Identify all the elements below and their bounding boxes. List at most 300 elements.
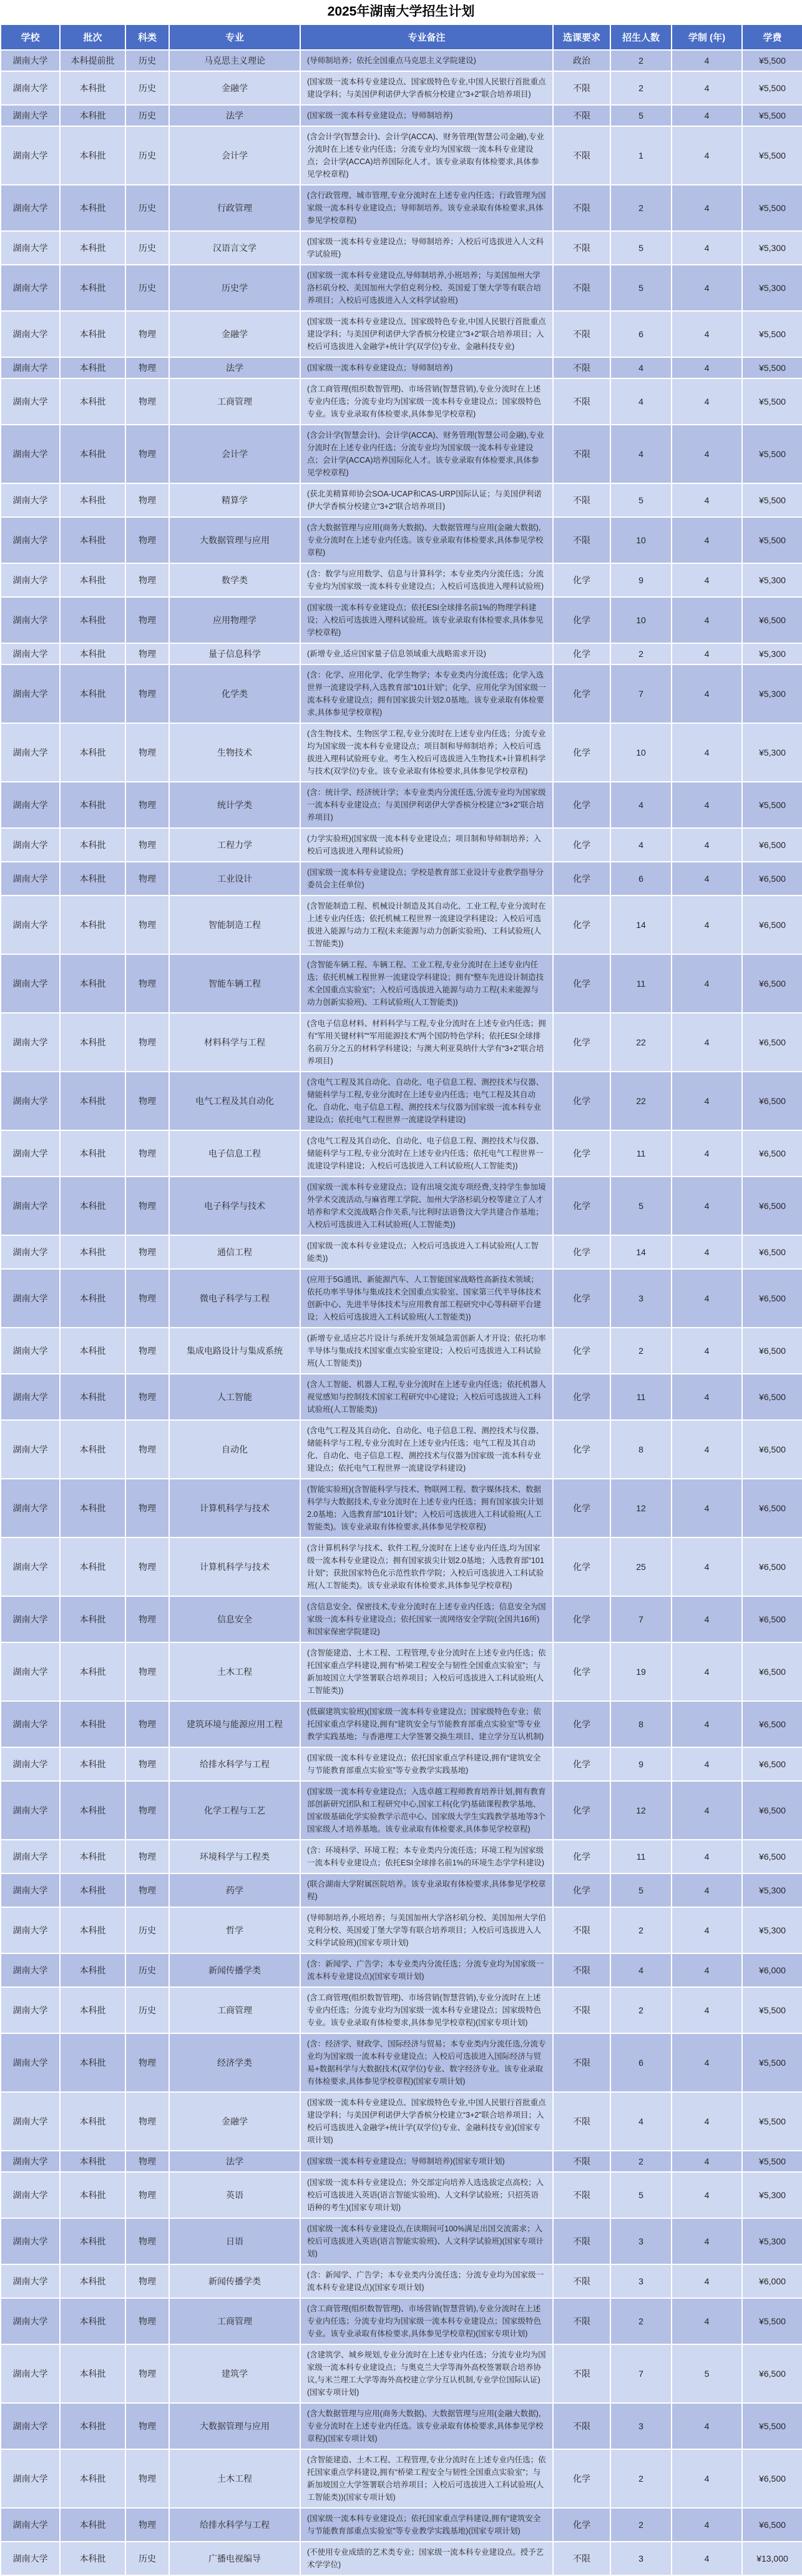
cell-tuition: ¥6,500 (742, 1596, 802, 1642)
cell-batch: 本科批 (60, 2542, 125, 2575)
cell-course-requirement: 化学 (553, 1130, 610, 1177)
cell-tuition: ¥6,500 (742, 1781, 802, 1840)
cell-course-requirement: 不限 (553, 517, 610, 563)
cell-duration: 4 (672, 2033, 742, 2092)
cell-duration: 4 (672, 231, 742, 265)
cell-enrollment-count: 10 (610, 723, 672, 782)
cell-major: 给排水科学与工程 (169, 1747, 300, 1781)
table-row (1, 1420, 802, 1479)
cell-category: 物理 (125, 2151, 169, 2172)
cell-category: 物理 (125, 311, 169, 357)
cell-major-note: (含智能制造工程、机械设计制造及其自动化、工业工程,专业分流时在上述专业内任选；依托机械工程世界一流建设学科建设；入校后可选拔进入能源与动力工程(未来能源与动力创新实验班)、工科试验班(人工智能类)) (300, 896, 553, 954)
cell-major: 日语 (169, 2218, 300, 2264)
cell-course-requirement: 化学 (553, 1701, 610, 1747)
cell-major: 工程力学 (169, 828, 300, 862)
cell-tuition: ¥5,300 (742, 563, 802, 597)
cell-course-requirement: 化学 (553, 1374, 610, 1420)
cell-school: 湖南大学 (1, 597, 60, 643)
cell-batch: 本科批 (60, 954, 125, 1013)
cell-batch: 本科批 (60, 1701, 125, 1747)
table-row (1, 1642, 802, 1701)
cell-school: 湖南大学 (1, 50, 60, 71)
table-row (1, 1987, 802, 2033)
cell-tuition: ¥5,500 (742, 2092, 802, 2151)
cell-batch: 本科批 (60, 664, 125, 723)
cell-enrollment-count: 2 (610, 2151, 672, 2172)
cell-enrollment-count: 8 (610, 1701, 672, 1747)
cell-school: 湖南大学 (1, 1596, 60, 1642)
cell-category: 物理 (125, 1747, 169, 1781)
cell-batch: 本科批 (60, 1420, 125, 1479)
cell-batch: 本科批 (60, 1177, 125, 1235)
cell-category: 物理 (125, 1537, 169, 1596)
cell-enrollment-count: 5 (610, 105, 672, 126)
cell-course-requirement: 化学 (553, 954, 610, 1013)
cell-enrollment-count: 22 (610, 1013, 672, 1072)
cell-tuition: ¥5,500 (742, 71, 802, 105)
cell-course-requirement: 化学 (553, 597, 610, 643)
cell-duration: 4 (672, 1072, 742, 1130)
cell-major-note: (新增专业,适应国家量子信息领域重大战略需求开设) (300, 643, 553, 664)
cell-major-note: (国家级一流本科专业建设点、国家级特色专业,中国人民银行首批重点建设学科；与美国伊利诺伊大学香槟分校建立“3+2”联合培养项目；入校后可选拔进入金融学+统计学(双学位)专业、金融科技专业)(国家专项计划) (300, 2092, 553, 2151)
cell-duration: 4 (672, 597, 742, 643)
col-category: 科类 (125, 24, 169, 50)
cell-batch: 本科批 (60, 2218, 125, 2264)
cell-tuition: ¥6,500 (742, 1840, 802, 1873)
cell-course-requirement: 化学 (553, 664, 610, 723)
cell-duration: 4 (672, 71, 742, 105)
cell-major-note: (国家级一流本科专业建设点；依托国家重点学科建设,拥有“建筑安全与节能教育部重点实验室”等专业教学实践基地) (300, 1747, 553, 1781)
cell-category: 物理 (125, 2033, 169, 2092)
cell-enrollment-count: 5 (610, 231, 672, 265)
cell-major: 历史学 (169, 265, 300, 311)
cell-category: 物理 (125, 862, 169, 896)
cell-duration: 4 (672, 1873, 742, 1907)
cell-duration: 4 (672, 1328, 742, 1374)
cell-batch: 本科批 (60, 1873, 125, 1907)
cell-category: 物理 (125, 2172, 169, 2218)
cell-major-note: (新增专业,适应芯片设计与系统开发领域急需创新人才开设；依托功率半导体与集成技术国家重点实验室建设；入校后可选拔进入工科试验班(人工智能类)) (300, 1328, 553, 1374)
cell-major-note: (导师制培养；依托全国重点马克思主义学院建设) (300, 50, 553, 71)
cell-course-requirement: 化学 (553, 1596, 610, 1642)
cell-category: 物理 (125, 597, 169, 643)
table-row (1, 1269, 802, 1328)
cell-school: 湖南大学 (1, 2542, 60, 2575)
cell-duration: 4 (672, 483, 742, 517)
cell-category: 物理 (125, 782, 169, 828)
cell-batch: 本科批 (60, 1374, 125, 1420)
cell-course-requirement: 化学 (553, 723, 610, 782)
col-batch: 批次 (60, 24, 125, 50)
cell-course-requirement: 不限 (553, 2033, 610, 2092)
cell-enrollment-count: 14 (610, 896, 672, 954)
cell-enrollment-count: 4 (610, 782, 672, 828)
cell-course-requirement: 化学 (553, 1013, 610, 1072)
cell-category: 物理 (125, 1235, 169, 1269)
cell-enrollment-count: 2 (610, 71, 672, 105)
cell-batch: 本科批 (60, 1537, 125, 1596)
cell-school: 湖南大学 (1, 2344, 60, 2403)
cell-course-requirement: 化学 (553, 1328, 610, 1374)
cell-enrollment-count: 5 (610, 483, 672, 517)
cell-category: 历史 (125, 1953, 169, 1987)
cell-batch: 本科批 (60, 1072, 125, 1130)
cell-duration: 4 (672, 2092, 742, 2151)
table-row (1, 1781, 802, 1840)
cell-category: 物理 (125, 378, 169, 425)
cell-enrollment-count: 9 (610, 563, 672, 597)
cell-category: 物理 (125, 1873, 169, 1907)
cell-course-requirement: 不限 (553, 2218, 610, 2264)
cell-major-note: (国家级一流本科专业建设点,在读期间可100%满足出国交流需求；入校后可选拔进入英语(语言智能实验班)、人文科学试验班)(国家专项计划) (300, 2218, 553, 2264)
cell-major-note: (国家级一流本科专业建设点；设有出境交流专项经费,支持学生参加境外学术交流活动,与麻省理工学院、加州大学洛杉矶分校等建立了人才培养和学术交流战略合作关系,与比利时法语鲁汶大学共建合作基地；入校后可选拔进入工科试验班(人工智能类)) (300, 1177, 553, 1235)
cell-major: 建筑环境与能源应用工程 (169, 1701, 300, 1747)
cell-school: 湖南大学 (1, 1479, 60, 1537)
cell-batch: 本科批 (60, 357, 125, 378)
cell-major-note: (含工商管理(组织数智管理)、市场营销(智慧营销),专业分流时在上述专业内任选；分流专业均为国家级一流本科专业建设点；国家级特色专业。该专业录取有体检要求,具体参见学校章程) (300, 378, 553, 425)
cell-major-note: (应用于5G通讯、新能源汽车、人工智能国家战略性高新技术领域；依托功率半导体与集成技术全国重点实验室、国家第三代半导体技术创新中心、先进半导体技术与应用教育部工程研究中心等科研平台建设；入校后可选拔进入工科试验班(人工智能类)) (300, 1269, 553, 1328)
cell-major: 法学 (169, 105, 300, 126)
cell-major: 工商管理 (169, 2298, 300, 2344)
cell-course-requirement: 化学 (553, 1177, 610, 1235)
col-duration-years: 学制 (年) (672, 24, 742, 50)
cell-enrollment-count: 7 (610, 664, 672, 723)
cell-major: 生物技术 (169, 723, 300, 782)
cell-duration: 4 (672, 378, 742, 425)
cell-category: 物理 (125, 664, 169, 723)
cell-major-note: (含：经济学、财政学、国际经济与贸易；本专业类内分流任选,分流专业均为国家级一流本科专业建设点；入校后可选拔进入国际经济与贸易+数据科学与大数据技术(双学位)专业、数字经济专业。该专业录取有体检要求,具体参见学校章程)(国家专项计划) (300, 2033, 553, 2092)
table-row (1, 643, 802, 664)
cell-course-requirement: 化学 (553, 1537, 610, 1596)
table-row (1, 71, 802, 105)
cell-duration: 4 (672, 2218, 742, 2264)
table-row (1, 50, 802, 71)
cell-major-note: (含：新闻学、广告学；本专业类内分流任选；分流专业均为国家级一流本科专业建设点)(国家专项计划) (300, 1953, 553, 1987)
cell-course-requirement: 化学 (553, 1420, 610, 1479)
cell-course-requirement: 不限 (553, 1907, 610, 1953)
cell-major: 行政管理 (169, 185, 300, 231)
cell-major: 计算机科学与技术 (169, 1537, 300, 1596)
table-row (1, 2508, 802, 2542)
table-row (1, 723, 802, 782)
cell-duration: 4 (672, 265, 742, 311)
cell-category: 物理 (125, 896, 169, 954)
cell-course-requirement: 化学 (553, 1840, 610, 1873)
cell-tuition: ¥5,500 (742, 2298, 802, 2344)
cell-tuition: ¥5,500 (742, 50, 802, 71)
cell-category: 物理 (125, 723, 169, 782)
cell-tuition: ¥5,300 (742, 723, 802, 782)
cell-school: 湖南大学 (1, 1328, 60, 1374)
cell-major: 电子信息工程 (169, 1130, 300, 1177)
cell-school: 湖南大学 (1, 483, 60, 517)
cell-category: 物理 (125, 1420, 169, 1479)
cell-school: 湖南大学 (1, 517, 60, 563)
cell-duration: 4 (672, 1907, 742, 1953)
cell-major: 经济学类 (169, 2033, 300, 2092)
cell-course-requirement: 不限 (553, 126, 610, 185)
cell-major: 汉语言文学 (169, 231, 300, 265)
cell-category: 物理 (125, 1701, 169, 1747)
cell-school: 湖南大学 (1, 1907, 60, 1953)
cell-school: 湖南大学 (1, 1642, 60, 1701)
cell-major-note: (力学实验班)(国家级一流本科专业建设点；项目制和导师制培养；入校后可选拔进入理科试验班) (300, 828, 553, 862)
cell-tuition: ¥6,500 (742, 1537, 802, 1596)
cell-major: 应用物理学 (169, 597, 300, 643)
cell-enrollment-count: 3 (610, 2542, 672, 2575)
cell-major: 大数据管理与应用 (169, 517, 300, 563)
cell-major: 集成电路设计与集成系统 (169, 1328, 300, 1374)
cell-course-requirement: 不限 (553, 483, 610, 517)
table-row (1, 265, 802, 311)
table-row (1, 664, 802, 723)
cell-major-note: (联合湖南大学附属医院培养。该专业录取有体检要求,具体参见学校章程) (300, 1873, 553, 1907)
cell-category: 历史 (125, 71, 169, 105)
cell-tuition: ¥5,500 (742, 311, 802, 357)
cell-school: 湖南大学 (1, 1701, 60, 1747)
cell-school: 湖南大学 (1, 1781, 60, 1840)
cell-major: 法学 (169, 357, 300, 378)
cell-major-note: (含大数据管理与应用(商务大数据)、大数据管理与应用(金融大数据),专业分流时在上述专业内任选。该专业录取有体检要求,具体参见学校章程)(国家专项计划) (300, 2403, 553, 2449)
cell-course-requirement: 不限 (553, 231, 610, 265)
cell-tuition: ¥6,500 (742, 1701, 802, 1747)
cell-batch: 本科批 (60, 1840, 125, 1873)
cell-duration: 4 (672, 1642, 742, 1701)
cell-duration: 4 (672, 2264, 742, 2298)
col-major-note: 专业备注 (300, 24, 553, 50)
table-row (1, 1130, 802, 1177)
cell-enrollment-count: 4 (610, 1953, 672, 1987)
table-row (1, 2033, 802, 2092)
cell-course-requirement: 不限 (553, 378, 610, 425)
cell-batch: 本科批 (60, 1907, 125, 1953)
cell-batch: 本科批 (60, 2151, 125, 2172)
table-row (1, 954, 802, 1013)
cell-category: 历史 (125, 2542, 169, 2575)
cell-school: 湖南大学 (1, 1130, 60, 1177)
cell-duration: 4 (672, 1987, 742, 2033)
cell-major: 量子信息科学 (169, 643, 300, 664)
cell-school: 湖南大学 (1, 2092, 60, 2151)
cell-duration: 4 (672, 517, 742, 563)
cell-batch: 本科批 (60, 1781, 125, 1840)
table-row (1, 425, 802, 483)
cell-course-requirement: 化学 (553, 2449, 610, 2508)
table-row (1, 1840, 802, 1873)
cell-category: 物理 (125, 2264, 169, 2298)
cell-enrollment-count: 12 (610, 1479, 672, 1537)
cell-tuition: ¥6,500 (742, 1642, 802, 1701)
cell-major: 会计学 (169, 425, 300, 483)
cell-category: 历史 (125, 265, 169, 311)
cell-batch: 本科批 (60, 231, 125, 265)
table-row (1, 2264, 802, 2298)
cell-enrollment-count: 2 (610, 1987, 672, 2033)
cell-tuition: ¥5,500 (742, 782, 802, 828)
table-row (1, 2151, 802, 2172)
cell-enrollment-count: 10 (610, 517, 672, 563)
cell-enrollment-count: 10 (610, 597, 672, 643)
cell-school: 湖南大学 (1, 71, 60, 105)
cell-school: 湖南大学 (1, 311, 60, 357)
cell-major: 金融学 (169, 311, 300, 357)
cell-school: 湖南大学 (1, 1873, 60, 1907)
cell-tuition: ¥5,500 (742, 2033, 802, 2092)
cell-batch: 本科批 (60, 1269, 125, 1328)
cell-major: 大数据管理与应用 (169, 2403, 300, 2449)
table-row (1, 1328, 802, 1374)
cell-duration: 4 (672, 862, 742, 896)
cell-course-requirement: 不限 (553, 2092, 610, 2151)
cell-category: 物理 (125, 357, 169, 378)
cell-duration: 4 (672, 2449, 742, 2508)
cell-course-requirement: 化学 (553, 563, 610, 597)
table-row (1, 896, 802, 954)
cell-tuition: ¥6,000 (742, 2264, 802, 2298)
cell-school: 湖南大学 (1, 1269, 60, 1328)
cell-major: 新闻传播学类 (169, 2264, 300, 2298)
cell-enrollment-count: 4 (610, 378, 672, 425)
cell-enrollment-count: 9 (610, 1747, 672, 1781)
cell-major: 化学工程与工艺 (169, 1781, 300, 1840)
cell-category: 物理 (125, 1269, 169, 1328)
table-row (1, 1374, 802, 1420)
cell-tuition: ¥6,000 (742, 1953, 802, 1987)
cell-duration: 5 (672, 2344, 742, 2403)
cell-major-note: (含计算机科学与技术、软件工程,分流时在上述专业内任选,均为国家级一流本科专业建设点；拥有国家拔尖计划2.0基地；入选教育部“101计划”；获批国家特色化示范性软件学院；入校后可选拔进入工科试验班(人工智能类)。该专业录取有体检要求,具体参见学校章程) (300, 1537, 553, 1596)
cell-tuition: ¥6,500 (742, 2449, 802, 2508)
cell-school: 湖南大学 (1, 723, 60, 782)
cell-major-note: (含智能建造、土木工程、工程管理,专业分流时在上述专业内任选；依托国家重点学科建设,拥有“桥梁工程安全与韧性全国重点实验室”；与新加坡国立大学签署联合培养项目；入校后可选拔进入工科试验班(人工智能类)) (300, 1642, 553, 1701)
cell-duration: 4 (672, 105, 742, 126)
cell-batch: 本科批 (60, 2449, 125, 2508)
cell-course-requirement: 不限 (553, 2403, 610, 2449)
admission-plan-table (0, 24, 802, 2576)
cell-major: 数学类 (169, 563, 300, 597)
cell-course-requirement: 不限 (553, 1987, 610, 2033)
cell-enrollment-count: 7 (610, 2344, 672, 2403)
cell-tuition: ¥5,300 (742, 231, 802, 265)
cell-category: 历史 (125, 1907, 169, 1953)
cell-tuition: ¥6,500 (742, 1269, 802, 1328)
cell-major: 计算机科学与技术 (169, 1479, 300, 1537)
cell-tuition: ¥5,500 (742, 357, 802, 378)
cell-batch: 本科批 (60, 643, 125, 664)
cell-tuition: ¥5,300 (742, 265, 802, 311)
cell-course-requirement: 不限 (553, 1953, 610, 1987)
cell-tuition: ¥6,500 (742, 2508, 802, 2542)
cell-enrollment-count: 4 (610, 828, 672, 862)
cell-category: 物理 (125, 1642, 169, 1701)
cell-enrollment-count: 25 (610, 1537, 672, 1596)
cell-school: 湖南大学 (1, 1537, 60, 1596)
cell-school: 湖南大学 (1, 896, 60, 954)
table-row (1, 2344, 802, 2403)
cell-major-note: (低碳建筑实验班)(国家级一流本科专业建设点；国家级特色专业；依托国家重点学科建设,拥有“建筑安全与节能教育部重点实验室”等专业教学实践基地；与香港理工大学签署交换生项目、建立学分互认机制) (300, 1701, 553, 1747)
cell-course-requirement: 化学 (553, 782, 610, 828)
cell-duration: 4 (672, 1269, 742, 1328)
cell-duration: 4 (672, 664, 742, 723)
cell-major-note: (含生物技术、生物医学工程,专业分流时在上述专业内任选；分流专业均为国家级一流本科专业建设点；项目制和导师制培养；入校后可选拔进入理科试验班专业。考生入校后可选拔进入生物技术+计算机科学与技术(双学位)专业。该专业录取有体检要求,具体参见学校章程) (300, 723, 553, 782)
col-enrollment-count: 招生人数 (610, 24, 672, 50)
cell-batch: 本科批 (60, 1596, 125, 1642)
cell-course-requirement: 化学 (553, 643, 610, 664)
cell-category: 物理 (125, 2092, 169, 2151)
cell-major-note: (国家级一流本科专业建设点、国家级特色专业,中国人民银行首批重点建设学科；与美国伊利诺伊大学香槟分校建立“3+2”联合培养项目) (300, 71, 553, 105)
cell-school: 湖南大学 (1, 105, 60, 126)
cell-school: 湖南大学 (1, 2264, 60, 2298)
table-row (1, 2172, 802, 2218)
cell-course-requirement: 不限 (553, 425, 610, 483)
cell-enrollment-count: 11 (610, 1130, 672, 1177)
cell-enrollment-count: 12 (610, 1781, 672, 1840)
cell-enrollment-count: 5 (610, 2172, 672, 2218)
cell-major-note: (国家级一流本科专业建设点；导师制培养) (300, 105, 553, 126)
cell-school: 湖南大学 (1, 862, 60, 896)
cell-category: 物理 (125, 2508, 169, 2542)
cell-category: 物理 (125, 425, 169, 483)
cell-major: 通信工程 (169, 1235, 300, 1269)
col-major: 专业 (169, 24, 300, 50)
cell-category: 物理 (125, 954, 169, 1013)
table-row (1, 782, 802, 828)
cell-school: 湖南大学 (1, 1013, 60, 1072)
cell-major: 会计学 (169, 126, 300, 185)
cell-duration: 4 (672, 1130, 742, 1177)
table-row (1, 1873, 802, 1907)
cell-enrollment-count: 5 (610, 1177, 672, 1235)
cell-enrollment-count: 19 (610, 1642, 672, 1701)
table-row (1, 2449, 802, 2508)
cell-major-note: (含智能车辆工程、车辆工程、工业工程,专业分流时在上述专业内任选；依托机械工程世界一流建设学科建设；拥有“整车先进设计制造技术全国重点实验室”；入校后可选拔进入能源与动力工程(未来能源与动力创新实验班)、工科试验班(人工智能类)) (300, 954, 553, 1013)
cell-batch: 本科批 (60, 1130, 125, 1177)
cell-enrollment-count: 3 (610, 1269, 672, 1328)
cell-batch: 本科批 (60, 1235, 125, 1269)
cell-batch: 本科批 (60, 2264, 125, 2298)
table-row (1, 862, 802, 896)
cell-major: 建筑学 (169, 2344, 300, 2403)
cell-tuition: ¥5,500 (742, 517, 802, 563)
cell-school: 湖南大学 (1, 2172, 60, 2218)
cell-major-note: (含人工智能、机器人工程,专业分流时在上述专业内任选；依托机器人视觉感知与控制技术国家工程研究中心建设；入校后可选拔进入工科试验班(人工智能类)) (300, 1374, 553, 1420)
cell-major: 药学 (169, 1873, 300, 1907)
table-row (1, 1235, 802, 1269)
cell-tuition: ¥5,300 (742, 2172, 802, 2218)
cell-school: 湖南大学 (1, 2218, 60, 2264)
cell-category: 物理 (125, 643, 169, 664)
cell-duration: 4 (672, 1953, 742, 1987)
cell-major: 马克思主义理论 (169, 50, 300, 71)
cell-major-note: (含工商管理(组织数智管理)、市场营销(智慧营销),专业分流时在上述专业内任选；分流专业均为国家级一流本科专业建设点；国家级特色专业。该专业录取有体检要求,具体参见学校章程)(国家专项计划) (300, 2298, 553, 2344)
cell-tuition: ¥5,300 (742, 664, 802, 723)
cell-category: 历史 (125, 105, 169, 126)
cell-course-requirement: 化学 (553, 1873, 610, 1907)
cell-school: 湖南大学 (1, 664, 60, 723)
cell-tuition: ¥5,500 (742, 483, 802, 517)
cell-batch: 本科批 (60, 782, 125, 828)
cell-school: 湖南大学 (1, 1235, 60, 1269)
cell-enrollment-count: 3 (610, 2218, 672, 2264)
table-row (1, 357, 802, 378)
cell-category: 历史 (125, 1987, 169, 2033)
cell-category: 物理 (125, 1840, 169, 1873)
table-row (1, 1537, 802, 1596)
cell-major-note: (含电气工程及其自动化、自动化、电子信息工程、测控技术与仪器、储能科学与工程,专业分流时在上述专业内任选；电气工程及其自动化、自动化、电子信息工程、测控技术与仪器为国家级一流本科专业建设点；依托电气工程世界一流建设学科建设) (300, 1420, 553, 1479)
cell-batch: 本科批 (60, 1479, 125, 1537)
cell-major-note: (国家级一流本科专业建设点；依托国家重点学科建设,拥有“建筑安全与节能教育部重点实验室”等专业教学实践基地)(国家专项计划) (300, 2508, 553, 2542)
cell-enrollment-count: 2 (610, 1907, 672, 1953)
cell-major-note: (国家级一流本科专业建设点、国家级特色专业,中国人民银行首批重点建设学科；与美国伊利诺伊大学香槟分校建立“3+2”联合培养项目；入校后可选拔进入金融学+统计学(双学位)专业、金融科技专业) (300, 311, 553, 357)
